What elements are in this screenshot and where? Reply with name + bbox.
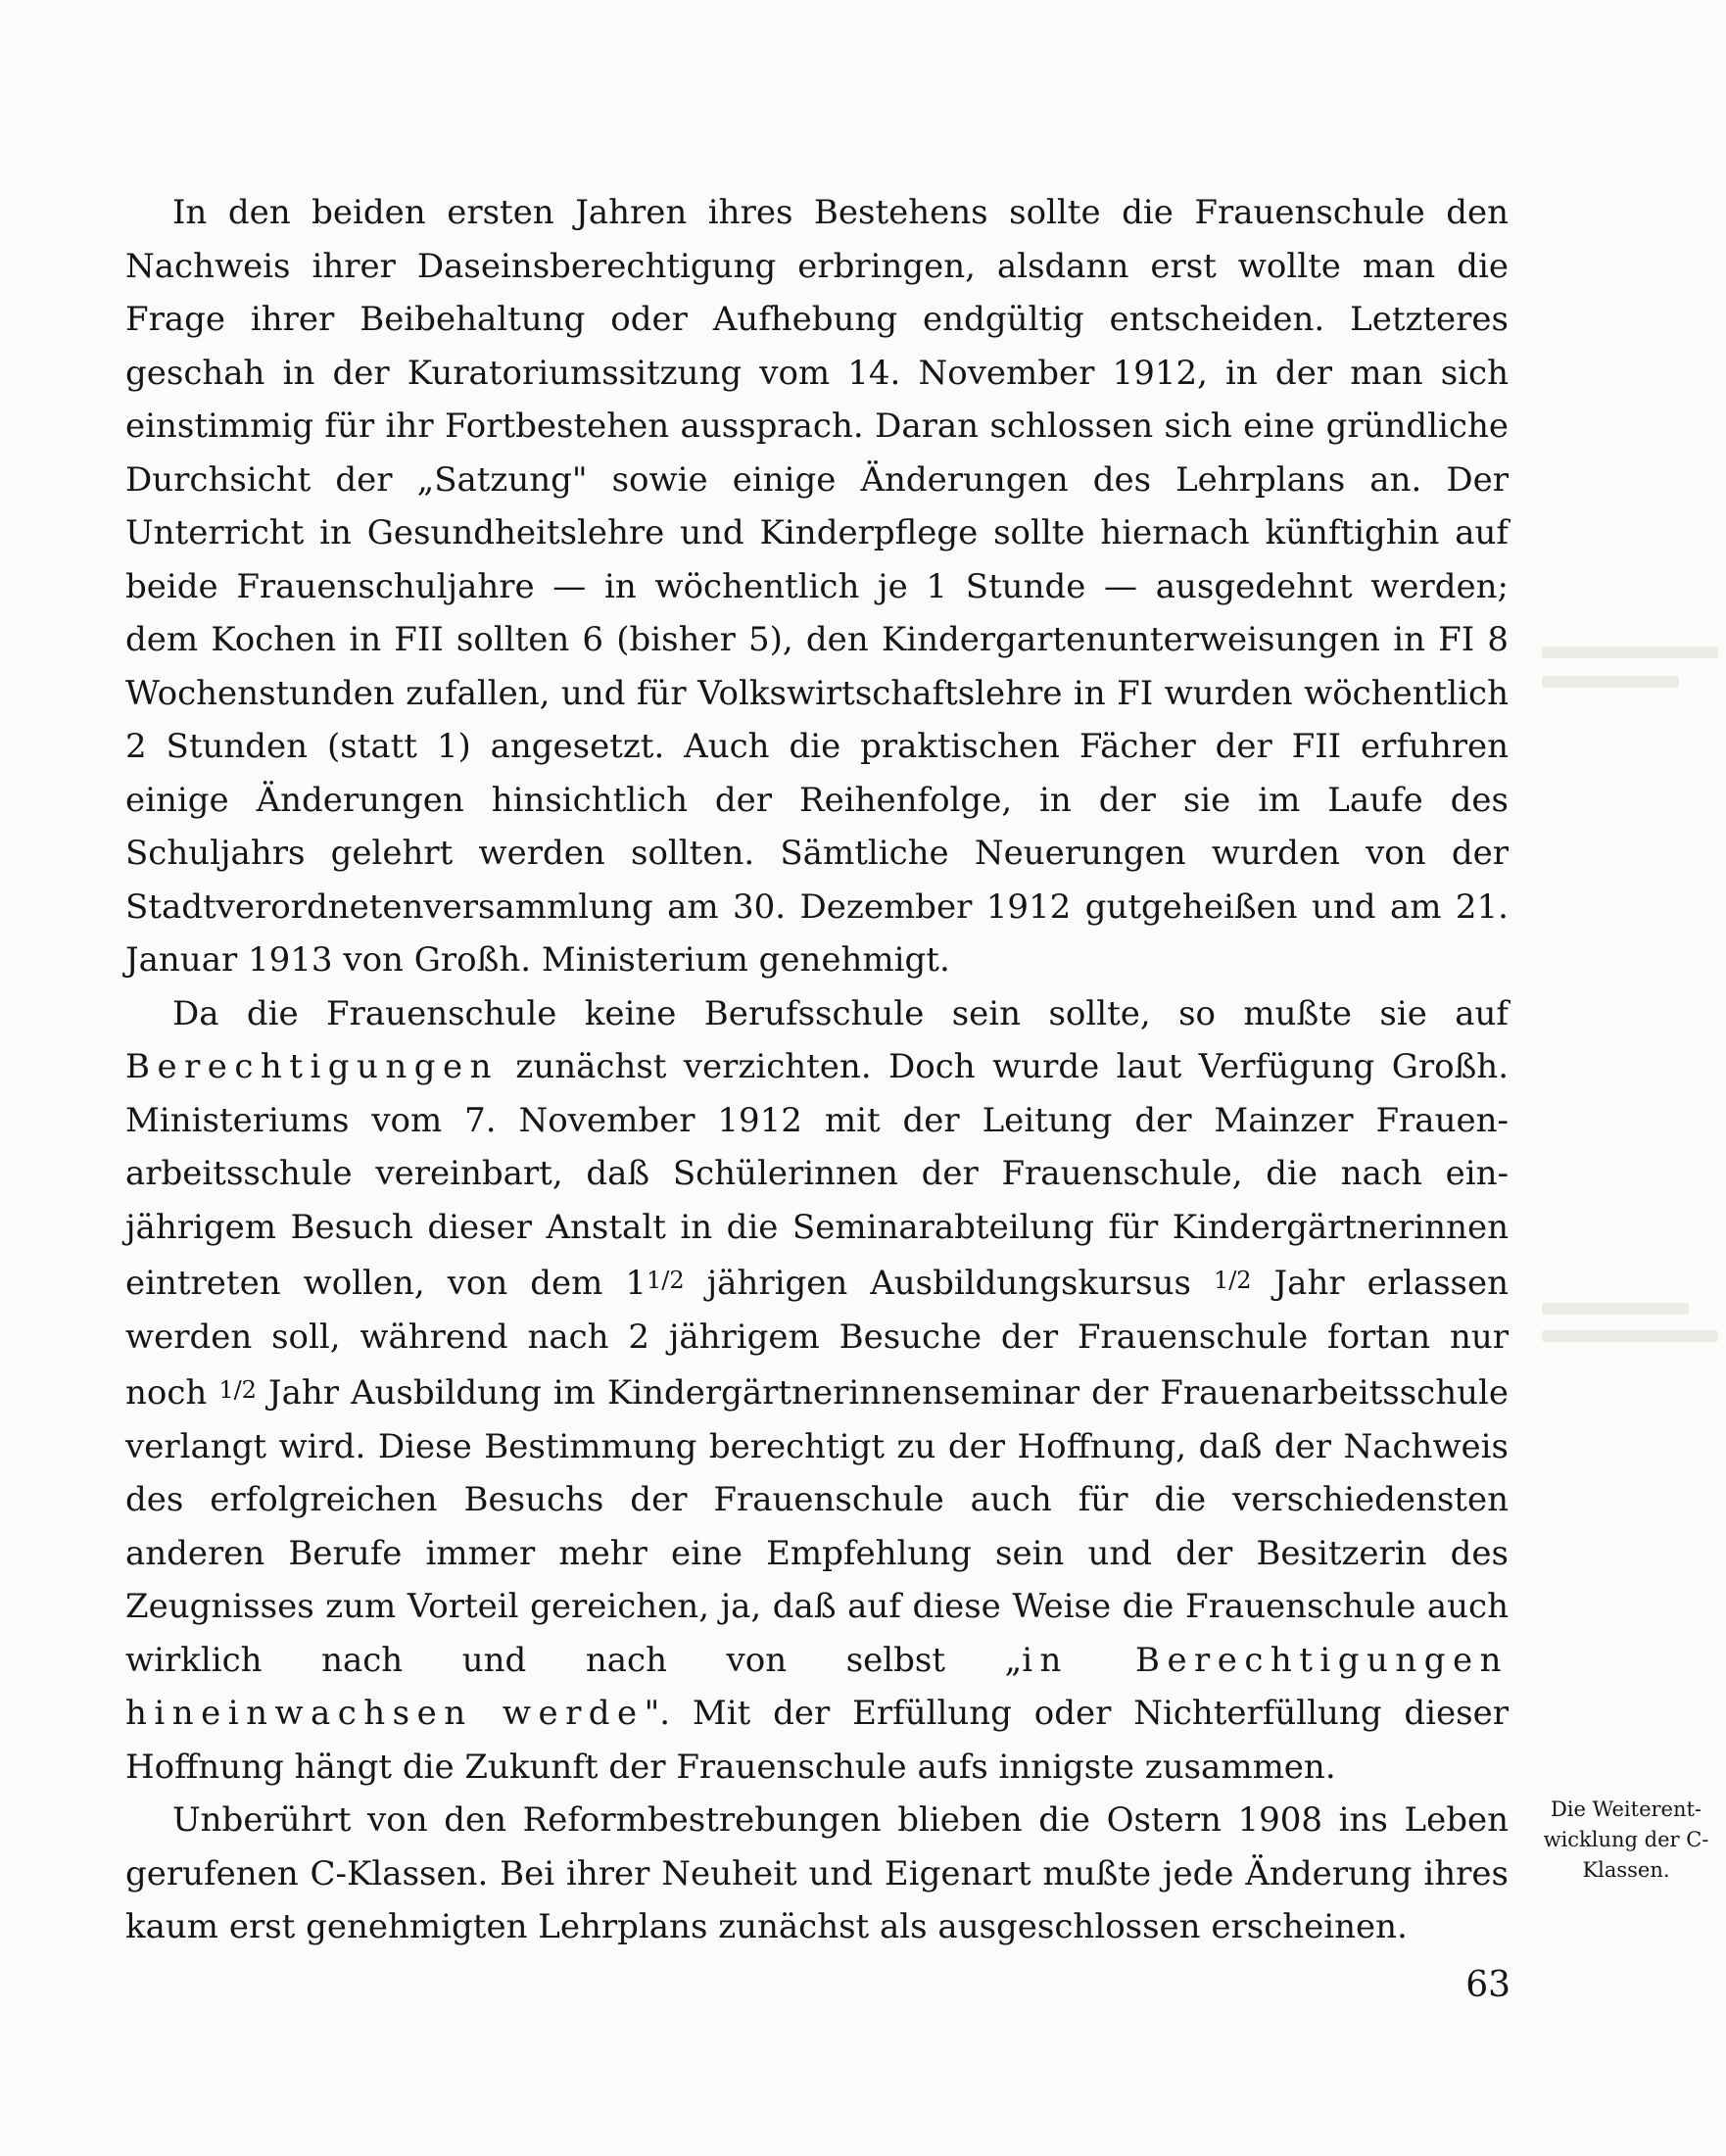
bleed-through-mark: [1542, 1303, 1689, 1315]
spaced-emphasis: Berechtigungen: [125, 1047, 500, 1086]
bleed-through-mark: [1542, 647, 1718, 658]
paragraph: [125, 987, 1509, 1795]
paragraph: [125, 186, 1509, 987]
text-run: jährigen Ausbildungskursus: [684, 1264, 1214, 1303]
paragraph: [125, 1794, 1509, 1954]
spaced-emphasis: in Berechtigungen hineinwachsen werde: [125, 1640, 1509, 1733]
text-run: Jahr Ausbildung im Kindergärtnerinnenseminar der Frauenarbeitsschule verlangt wird. Diese Bestimmung berechtigt zu der Hoffnung, daß der Nachweis des erfolgreichen Besuchs der Frauenschule auch für die verschiedensten anderen Berufe immer mehr eine Empfehlung sein und der Besitzerin des Zeugnisses zum Vorteil gereichen, ja, daß auf diese Weise die Frauenschule auch wirklich nach und nach von selbst „: [125, 1373, 1509, 1680]
text-run: Da die Frauenschule keine Berufsschule sein sollte, so mußte sie auf: [172, 993, 1509, 1033]
bleed-through-mark: [1542, 676, 1679, 688]
text-run: Unberührt von den Reformbestrebungen blieben die Ostern 1908 ins Leben gerufenen C-Klassen. Bei ihrer Neuheit und Eigenart mußte jede Änderung ihres kaum erst genehmigten Lehrplans zunächst als ausgeschlossen erscheinen.: [125, 1800, 1509, 1946]
page-number: 63: [1465, 1965, 1510, 2005]
fraction: 1/2: [1213, 1267, 1252, 1294]
fraction: 1/2: [218, 1376, 257, 1404]
margin-note: [1528, 1795, 1724, 1886]
margin-note-line: wicklung der C-: [1543, 1828, 1709, 1851]
text-run: In den beiden ersten Jahren ihres Bestehens sollte die Frauenschule den Nachweis ihrer Daseinsberechtigung erbringen, alsdann erst wollte man die Frage ihrer Beibehaltung oder Aufhebung endgültig entscheiden. Letzteres geschah in der Kuratoriumssitzung vom 14. November 1912, in der man sich einstimmig für ihr Fortbestehen aussprach. Daran schlossen sich eine gründliche Durchsicht der „Satzung" sowie einige Änderungen des Lehrplans an. Der Unterricht in Gesundheitslehre und Kinderpflege sollte hiernach künftighin auf beide Frauenschuljahre — in wöchentlich je 1 Stunde — ausgedehnt werden; dem Kochen in FII sollten 6 (bisher 5), den Kindergartenunterweisungen in FI 8 Wochenstunden zufallen, und für Volkswirtschaftslehre in FI wurden wöchentlich 2 Stunden (statt 1) angesetzt. Auch die praktischen Fächer der FII erfuhren einige Änderungen hinsichtlich der Reihenfolge, in der sie im Laufe des Schuljahrs gelehrt werden sollten. Sämtliche Neuerungen wurden von der Stadtverordnetenversammlung am 30. Dezember 1912 gutgeheißen und am 21. Januar 1913 von Großh. Ministerium genehmigt.: [125, 193, 1509, 980]
margin-note-line: Die Weiterent-: [1550, 1797, 1702, 1821]
fraction: 1/2: [647, 1267, 685, 1294]
text-run: Jahr erlassen werden soll, während nach 2 jährigem Besuche der Frauenschule fortan nur noch: [125, 1264, 1510, 1413]
margin-note-line: Klassen.: [1582, 1858, 1670, 1882]
bleed-through-mark: [1542, 1330, 1718, 1342]
text-run: zunächst verzichten. Doch wurde laut Verfügung Großh. Ministeriums vom 7. November 1912 mit der Leitung der Mainzer Frauenarbeitsschule vereinbart, daß Schülerinnen der Frauenschule, die nach einjährigem Besuch dieser Anstalt in die Seminarabteilung für Kindergärtnerinnen eintreten wollen, von dem 1: [125, 1047, 1509, 1303]
text-run: ". Mit der Erfüllung oder Nichterfüllung dieser Hoffnung hängt die Zukunft der Frauenschule aufs innigste zusammen.: [125, 1694, 1509, 1787]
body-text: [125, 186, 1509, 1954]
